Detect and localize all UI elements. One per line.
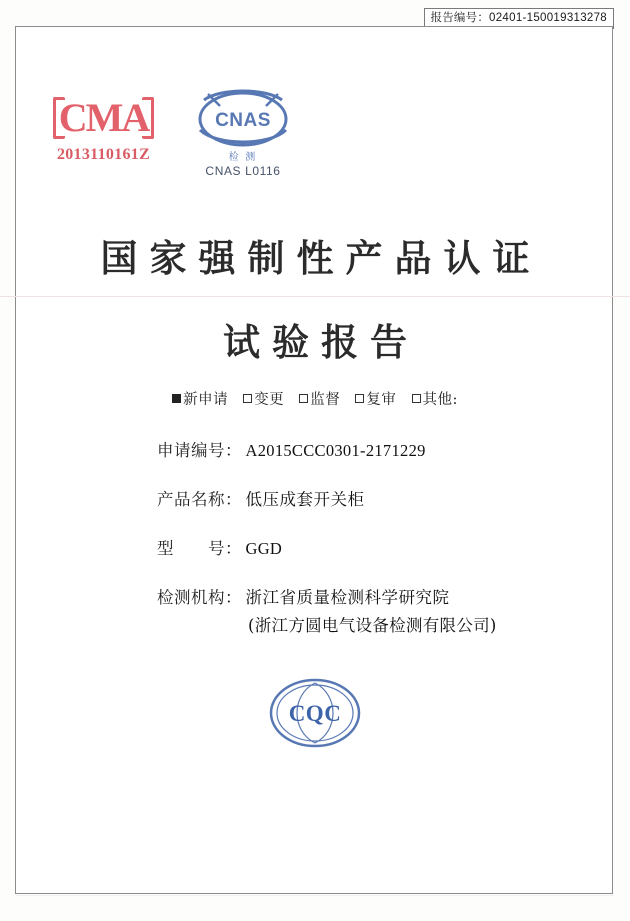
checkbox-item-other[interactable] bbox=[412, 388, 458, 409]
field-label-model: 型 号 bbox=[157, 539, 225, 558]
checkbox-label-other: 其他: bbox=[422, 392, 458, 408]
field-value-institution-line2: (浙江方圆电气设备检测有限公司) bbox=[248, 616, 497, 635]
field-label-application-no: 申请编号 bbox=[157, 441, 225, 460]
cnas-mark bbox=[183, 86, 303, 178]
svg-text:CQC: CQC bbox=[288, 701, 342, 726]
field-model bbox=[0, 535, 630, 559]
field-colon: ： bbox=[225, 490, 242, 509]
report-number-label: 报告编号： bbox=[430, 12, 490, 24]
checkbox-item-review[interactable] bbox=[355, 388, 396, 409]
cma-number: 2013110161Z bbox=[56, 146, 151, 163]
cma-logo-text: CMA bbox=[58, 95, 149, 140]
checkbox-unchecked-icon[interactable] bbox=[243, 394, 252, 403]
field-value-application-no: A2015CCC0301-2171229 bbox=[245, 441, 426, 460]
document-title-line2: 试验报告 bbox=[223, 320, 419, 364]
cnas-code: CNAS L0116 bbox=[205, 164, 281, 178]
field-value-model: GGD bbox=[245, 539, 283, 558]
checkbox-unchecked-icon[interactable] bbox=[412, 394, 421, 403]
page-fold-line bbox=[16, 895, 613, 896]
scan-artifact-line bbox=[0, 296, 630, 297]
checkbox-label-change: 变更 bbox=[254, 392, 285, 408]
field-colon: ： bbox=[225, 588, 242, 607]
field-list bbox=[0, 437, 630, 661]
svg-text:CNAS: CNAS bbox=[215, 110, 271, 131]
checkbox-label-supervision: 监督 bbox=[310, 392, 341, 408]
cma-mark bbox=[46, 96, 161, 164]
cnas-logo-icon bbox=[190, 86, 296, 152]
cqc-mark bbox=[265, 675, 365, 751]
field-colon: ： bbox=[225, 441, 242, 460]
report-number-value: 02401-150019313278 bbox=[489, 12, 607, 24]
field-value-product-name: 低压成套开关柜 bbox=[245, 490, 365, 509]
field-application-no bbox=[0, 437, 630, 461]
field-institution bbox=[0, 584, 630, 608]
field-label-institution: 检测机构 bbox=[157, 588, 225, 607]
checkbox-item-supervision[interactable] bbox=[299, 388, 340, 409]
checkbox-checked-icon[interactable] bbox=[172, 394, 181, 403]
field-colon: ： bbox=[225, 539, 242, 558]
checkbox-item-change[interactable] bbox=[243, 388, 284, 409]
cqc-logo-icon bbox=[265, 675, 365, 751]
checkbox-item-new[interactable] bbox=[172, 388, 228, 409]
checkbox-label-new: 新申请 bbox=[183, 392, 229, 408]
checkbox-unchecked-icon[interactable] bbox=[355, 394, 364, 403]
application-type-row bbox=[0, 388, 630, 409]
checkbox-unchecked-icon[interactable] bbox=[299, 394, 308, 403]
document-title-line1: 国家强制性产品认证 bbox=[100, 236, 542, 280]
cnas-sub-label: 检 测 bbox=[228, 152, 258, 163]
field-value-institution: 浙江省质量检测科学研究院 bbox=[245, 588, 450, 607]
field-product-name bbox=[0, 486, 630, 510]
checkbox-label-review: 复审 bbox=[366, 392, 397, 408]
field-label-product-name: 产品名称 bbox=[157, 490, 225, 509]
